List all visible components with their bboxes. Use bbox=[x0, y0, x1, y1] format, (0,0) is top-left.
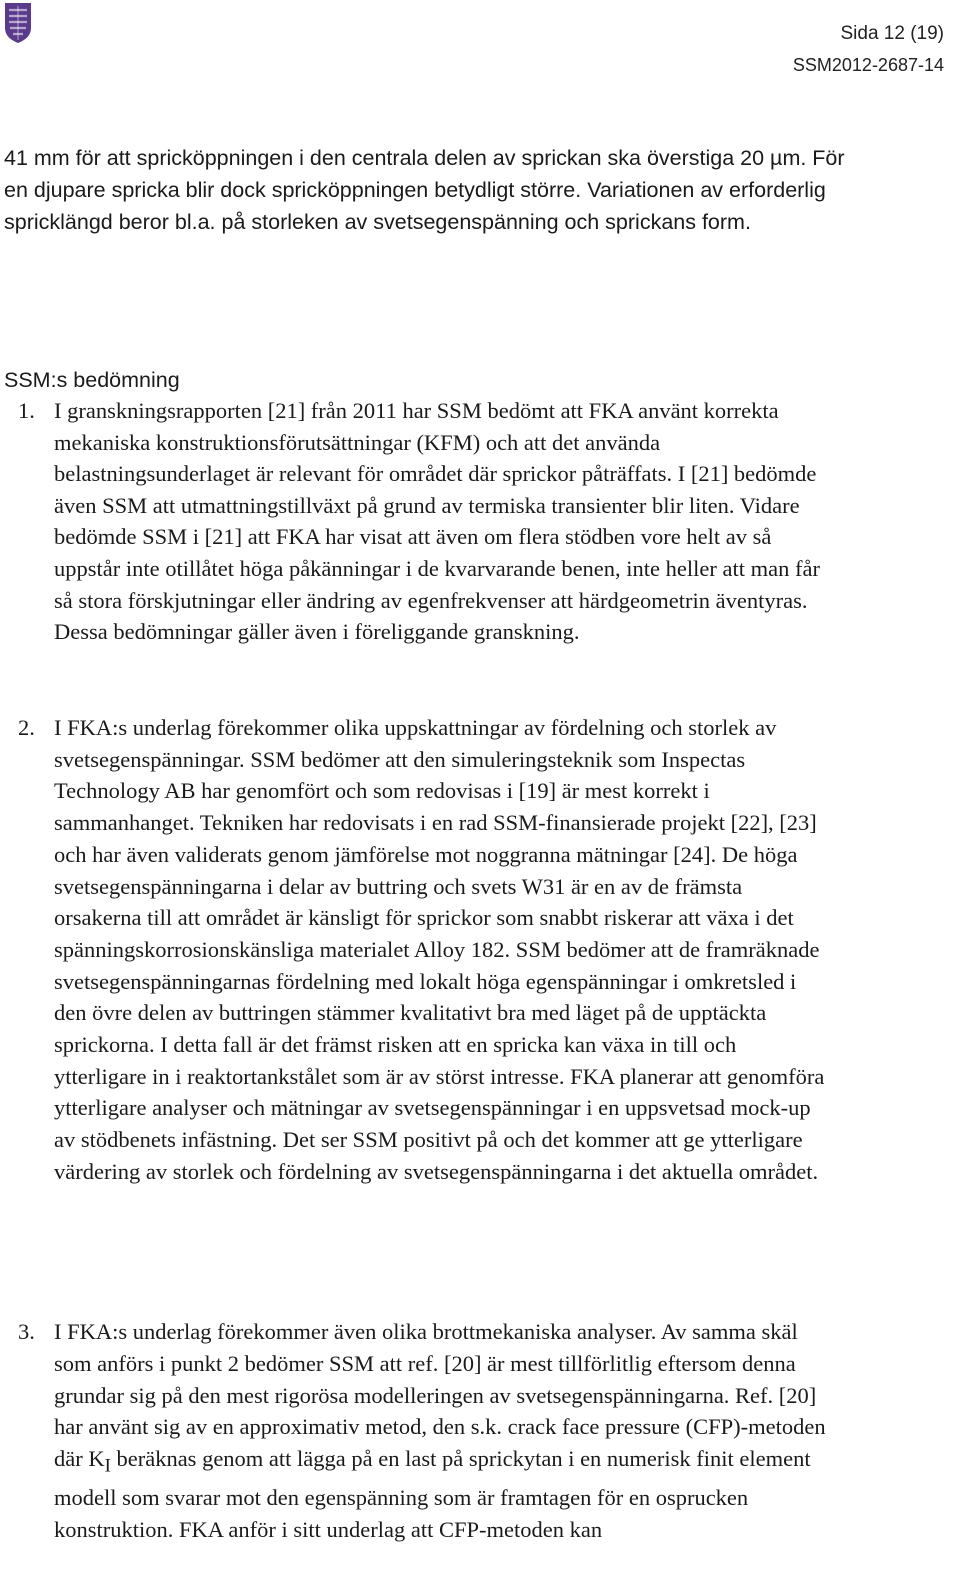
item-number: 3. bbox=[18, 1319, 35, 1344]
list-item bbox=[4, 395, 826, 648]
intro-paragraph: 41 mm för att spricköppningen i den centrala delen av sprickan ska överstiga 20 µm. För en djupare spricka blir dock spricköppningen betydligt större. Variationen av erforderlig spricklängd beror bl.a. på storleken av svetsegenspänning och sprickans form. bbox=[4, 146, 845, 234]
list-item bbox=[4, 1316, 826, 1546]
subscript: I bbox=[104, 1455, 111, 1477]
ssm-logo-icon bbox=[4, 2, 32, 44]
page-number: Sida 12 (19) bbox=[840, 23, 944, 44]
page-header bbox=[793, 20, 944, 80]
list-item bbox=[4, 712, 826, 1188]
item-number: 1. bbox=[18, 398, 35, 423]
item-text: I FKA:s underlag förekommer olika uppskattningar av fördelning och storlek av svetsegenspänningar. SSM bedömer att den simuleringsteknik som Inspectas Technology AB har genomfört och som redovisas i [19] är mest korrekt i sammanhanget. Tekniken har redovisats i en rad SSM-finansierade projekt [22], [23] och har även validerats genom jämförelse mot noggranna mätningar [24]. De höga svetsegenspänningarna i delar av buttring och svets W31 är en av de främsta orsakerna till att området är känsligt för sprickor som snabbt riskerar att växa i det spänningskorrosionskänsliga materialet Alloy 182. SSM bedömer att de framräknade svetsegenspänningarnas fördelning med lokalt höga egenspänningar i omkretsled i den övre delen av buttringen stämmer kvalitativt bra med läget på de upptäckta sprickorna. I detta fall är det främst risken att en spricka kan växa in till och ytterligare in i reaktortankstålet som är av störst intresse. FKA planerar att genomföra ytterligare analyser och mätningar av svetsegenspänningar i en uppsvetsad mock-up av stödbenets infästning. Det ser SSM positivt på och det kommer att ge ytterligare värdering av storlek och fördelning av svetsegenspänningarna i det aktuella området. bbox=[54, 715, 825, 1184]
item-number: 2. bbox=[18, 715, 35, 740]
document-id: SSM2012-2687-14 bbox=[792, 55, 944, 75]
item-text: I granskningsrapporten [21] från 2011 har SSM bedömt att FKA använt korrekta mekaniska konstruktionsförutsättningar (KFM) och att det använda belastningsunderlaget är relevant för området där sprickor påträffats. I [21] bedömde även SSM att utmattningstillväxt på grund av termiska transienter blir liten. Vidare bedömde SSM i [21] att FKA har visat att även om flera stödben vore helt av så uppstår inte otillåtet höga påkänningar i de kvarvarande benen, inte heller att man får så stora förskjutningar eller ändring av egenfrekvenser att härdgeometrin äventyras. Dessa bedömningar gäller även i föreliggande granskning. bbox=[54, 398, 820, 645]
item-text-part: beräknas genom att lägga på en last på sprickytan i en numerisk finit element modell som svarar mot den egenspänning som är framtagen för en osprucken konstruktion. FKA anför i sitt underlag att CFP-metoden kan bbox=[54, 1446, 811, 1543]
section-heading: SSM:s bedömning bbox=[4, 368, 180, 392]
item-text-part: I FKA:s underlag förekommer även olika brottmekaniska analyser. Av samma skäl som anförs i punkt 2 bedömer SSM att ref. [20] är mest tillförlitlig eftersom denna grundar sig på den mest rigorösa modelleringen av svetsegenspänningarna. Ref. [20] har använt sig av en approximativ metod, den s.k. crack face pressure (CFP)-metoden där K bbox=[54, 1319, 826, 1472]
item-text bbox=[54, 1316, 826, 1546]
